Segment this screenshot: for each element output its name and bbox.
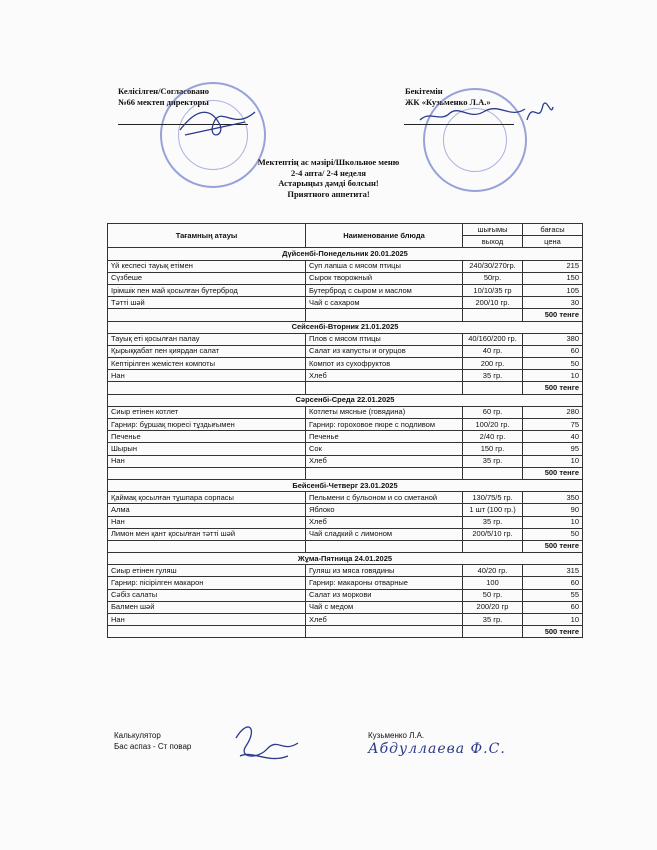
menu-item-row [108, 297, 583, 309]
day-header-row [108, 394, 583, 406]
menu-item-row [108, 601, 583, 613]
dish-name-ru: Пельмени с бульоном и со сметаной [306, 492, 463, 504]
dish-name-ru: Яблоко [306, 504, 463, 516]
day-title: Дүйсенбі-Понедельник 20.01.2025 [108, 248, 583, 260]
title-line-4: Приятного аппетита! [287, 188, 370, 199]
dish-price: 10 [523, 516, 583, 528]
menu-item-row [108, 431, 583, 443]
menu-item-row [108, 333, 583, 345]
menu-item-row [108, 260, 583, 272]
dish-price: 60 [523, 601, 583, 613]
menu-item-row [108, 455, 583, 467]
dish-name-ru: Салат из моркови [306, 589, 463, 601]
dish-name-kz: Сиыр етінен гуляш [108, 565, 306, 577]
dish-output: 35 гр. [463, 516, 523, 528]
dish-name-kz: Нан [108, 614, 306, 626]
calculator-name: Кузьменко Л.А. [368, 731, 425, 740]
dish-output: 200/20 гр [463, 601, 523, 613]
day-total: 500 тенге [523, 309, 583, 321]
day-header-row [108, 321, 583, 333]
dish-output: 60 гр. [463, 406, 523, 418]
day-total: 500 тенге [523, 540, 583, 552]
dish-output: 50гр. [463, 272, 523, 284]
calculator-label: Калькулятор [114, 731, 161, 740]
dish-name-kz: Гарнир: пісірілген макарон [108, 577, 306, 589]
day-header-row [108, 479, 583, 491]
dish-name-ru: Чай сладкий с лимоном [306, 528, 463, 540]
dish-price: 30 [523, 297, 583, 309]
menu-item-row [108, 492, 583, 504]
dish-output: 200/10 гр. [463, 297, 523, 309]
empty-cell [463, 382, 523, 394]
menu-item-row [108, 272, 583, 284]
dish-name-kz: Кептірілген жемістен компоты [108, 358, 306, 370]
dish-output: 40/20 гр. [463, 565, 523, 577]
dish-name-ru: Сырок творожный [306, 272, 463, 284]
calculator-signature [228, 718, 308, 768]
day-total-row [108, 540, 583, 552]
dish-name-kz: Қаймақ қосылған тұшпара сорпасы [108, 492, 306, 504]
title-line-1: Мектептің ас мәзірі/Школьное меню [257, 157, 400, 167]
day-total: 500 тенге [523, 626, 583, 638]
day-total-row [108, 626, 583, 638]
empty-cell [108, 467, 306, 479]
empty-cell [108, 540, 306, 552]
menu-item-row [108, 370, 583, 382]
dish-output: 40/160/200 гр. [463, 333, 523, 345]
chief-cook-label: Бас аспаз - Ст повар [114, 742, 192, 751]
chief-cook-handwritten-name: Абдуллаева Ф.С. [368, 741, 506, 757]
dish-name-kz: Сиыр етінен котлет [108, 406, 306, 418]
dish-price: 60 [523, 577, 583, 589]
dish-price: 95 [523, 443, 583, 455]
dish-output: 1 шт (100 гр.) [463, 504, 523, 516]
dish-name-ru: Гарнир: гороховое пюре с подливом [306, 419, 463, 431]
day-total: 500 тенге [523, 467, 583, 479]
empty-cell [306, 467, 463, 479]
title-line-2: 2-4 апта/ 2-4 неделя [291, 167, 366, 178]
dish-price: 50 [523, 528, 583, 540]
menu-item-row [108, 345, 583, 357]
dish-price: 75 [523, 419, 583, 431]
dish-price: 90 [523, 504, 583, 516]
menu-item-row [108, 589, 583, 601]
empty-cell [108, 382, 306, 394]
dish-price: 315 [523, 565, 583, 577]
day-total-row [108, 467, 583, 479]
dish-name-ru: Гуляш из мяса говядины [306, 565, 463, 577]
empty-cell [306, 309, 463, 321]
dish-price: 380 [523, 333, 583, 345]
empty-cell [306, 382, 463, 394]
dish-price: 10 [523, 370, 583, 382]
dish-output: 100/20 гр. [463, 419, 523, 431]
title-line-3: Астарыңыз дәмді болсын! [278, 178, 379, 188]
dish-output: 35 гр. [463, 614, 523, 626]
dish-output: 200/5/10 гр. [463, 528, 523, 540]
dish-name-ru: Бутерброд с сыром и маслом [306, 284, 463, 296]
dish-name-kz: Тауық еті қосылған палау [108, 333, 306, 345]
dish-name-ru: Печенье [306, 431, 463, 443]
dish-name-kz: Тәтті шәй [108, 297, 306, 309]
menu-item-row [108, 443, 583, 455]
dish-output: 100 [463, 577, 523, 589]
col-header-kz: Тағамның атауы [108, 224, 306, 248]
dish-name-kz: Сүзбеше [108, 272, 306, 284]
menu-item-row [108, 406, 583, 418]
dish-name-kz: Лимон мен қант қосылған тәтті шәй [108, 528, 306, 540]
dish-price: 40 [523, 431, 583, 443]
approver-name: ЖК «Кузьменко Л.А.» [405, 97, 491, 107]
dish-name-kz: Ірімшік пен май қосылған бутерброд [108, 284, 306, 296]
dish-output: 10/10/35 гр [463, 284, 523, 296]
dish-output: 130/75/5 гр. [463, 492, 523, 504]
empty-cell [306, 540, 463, 552]
dish-name-kz: Балмен шәй [108, 601, 306, 613]
menu-item-row [108, 528, 583, 540]
menu-item-row [108, 577, 583, 589]
dish-name-ru: Чай с медом [306, 601, 463, 613]
dish-name-ru: Салат из капусты и огурцов [306, 345, 463, 357]
agreed-label: Келісілген/Согласовано [118, 86, 210, 96]
dish-output: 2/40 гр. [463, 431, 523, 443]
dish-name-ru: Хлеб [306, 614, 463, 626]
dish-output: 150 гр. [463, 443, 523, 455]
menu-item-row [108, 419, 583, 431]
dish-name-kz: Нан [108, 516, 306, 528]
dish-name-ru: Хлеб [306, 370, 463, 382]
empty-cell [463, 626, 523, 638]
dish-price: 55 [523, 589, 583, 601]
menu-item-row [108, 516, 583, 528]
dish-name-ru: Гарнир: макароны отварные [306, 577, 463, 589]
dish-name-kz: Гарнир: бұршақ пюресі тұздығымен [108, 419, 306, 431]
day-total: 500 тенге [523, 382, 583, 394]
dish-price: 10 [523, 614, 583, 626]
dish-name-ru: Чай с сахаром [306, 297, 463, 309]
col-header-out-top: шығымы [463, 224, 523, 236]
approve-label: Бекітемін [405, 86, 443, 96]
dish-output: 240/30/270гр. [463, 260, 523, 272]
day-total-row [108, 382, 583, 394]
dish-price: 215 [523, 260, 583, 272]
menu-item-row [108, 565, 583, 577]
dish-name-kz: Қырыққабат пен қиярдан салат [108, 345, 306, 357]
dish-output: 35 гр. [463, 455, 523, 467]
empty-cell [463, 467, 523, 479]
dish-name-ru: Сок [306, 443, 463, 455]
day-title: Сәрсенбі-Среда 22.01.2025 [108, 394, 583, 406]
dish-output: 35 гр. [463, 370, 523, 382]
table-header-row-1 [108, 224, 583, 236]
dish-name-ru: Суп лапша с мясом птицы [306, 260, 463, 272]
day-title: Жұма-Пятница 24.01.2025 [108, 553, 583, 565]
dish-price: 150 [523, 272, 583, 284]
dish-output: 200 гр. [463, 358, 523, 370]
col-header-price-top: бағасы [523, 224, 583, 236]
day-total-row [108, 309, 583, 321]
dish-name-kz: Нан [108, 455, 306, 467]
empty-cell [463, 540, 523, 552]
dish-name-kz: Шырын [108, 443, 306, 455]
empty-cell [306, 626, 463, 638]
dish-name-kz: Үй кеспесі тауық етімен [108, 260, 306, 272]
dish-price: 60 [523, 345, 583, 357]
dish-name-kz: Нан [108, 370, 306, 382]
director-signature [175, 100, 265, 145]
dish-name-ru: Компот из сухофруктов [306, 358, 463, 370]
menu-item-row [108, 358, 583, 370]
school-director-label: №66 мектеп директоры [118, 97, 209, 107]
dish-name-ru: Хлеб [306, 516, 463, 528]
dish-output: 40 гр. [463, 345, 523, 357]
day-title: Бейсенбі-Четверг 23.01.2025 [108, 479, 583, 491]
dish-output: 50 гр. [463, 589, 523, 601]
col-header-price-bottom: цена [523, 236, 583, 248]
dish-name-kz: Печенье [108, 431, 306, 443]
col-header-ru: Наименование блюда [306, 224, 463, 248]
day-header-row [108, 248, 583, 260]
dish-name-kz: Алма [108, 504, 306, 516]
dish-price: 350 [523, 492, 583, 504]
empty-cell [108, 309, 306, 321]
empty-cell [108, 626, 306, 638]
dish-price: 50 [523, 358, 583, 370]
dish-name-ru: Хлеб [306, 455, 463, 467]
dish-name-ru: Плов с мясом птицы [306, 333, 463, 345]
approver-signature [415, 95, 555, 135]
day-title: Сейсенбі-Вторник 21.01.2025 [108, 321, 583, 333]
menu-item-row [108, 614, 583, 626]
dish-name-kz: Сәбіз салаты [108, 589, 306, 601]
day-header-row [108, 553, 583, 565]
dish-price: 105 [523, 284, 583, 296]
menu-item-row [108, 284, 583, 296]
col-header-out-bottom: выход [463, 236, 523, 248]
menu-table [107, 223, 583, 638]
dish-price: 280 [523, 406, 583, 418]
empty-cell [463, 309, 523, 321]
dish-name-ru: Котлеты мясные (говядина) [306, 406, 463, 418]
footer-left [114, 730, 191, 752]
menu-item-row [108, 504, 583, 516]
dish-price: 10 [523, 455, 583, 467]
menu-title [200, 157, 457, 199]
